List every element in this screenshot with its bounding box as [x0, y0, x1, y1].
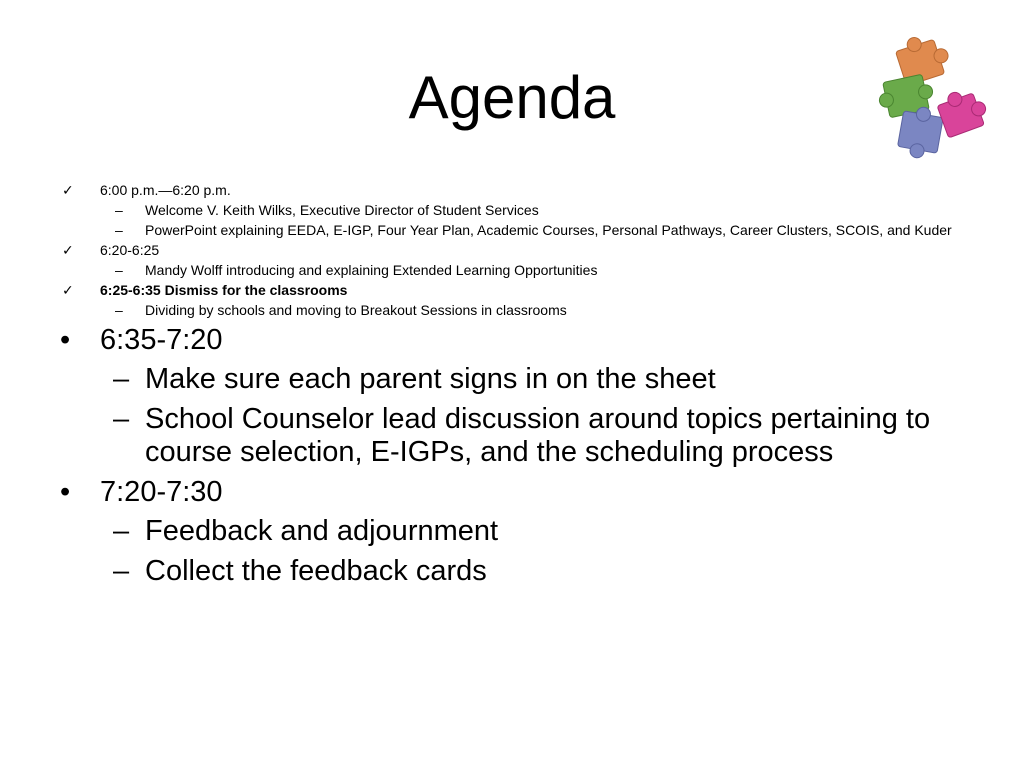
slide-title: Agenda — [408, 64, 616, 131]
agenda-time: 6:25-6:35 Dismiss for the classrooms — [100, 282, 348, 298]
agenda-subitem — [60, 262, 990, 278]
agenda-subitem-text: Welcome V. Keith Wilks, Executive Director of Student Services — [145, 202, 539, 218]
agenda-subitem — [60, 555, 945, 588]
agenda-time: 6:20-6:25 — [100, 242, 160, 258]
agenda-time: 6:35-7:20 — [100, 324, 223, 356]
agenda-subitem-text: School Counselor lead discussion around topics pertaining to course selection, E-IGPs, and the scheduling process — [145, 403, 931, 468]
agenda-subitem — [60, 515, 945, 548]
agenda-subitem — [60, 403, 945, 469]
check-icon: ✓ — [62, 282, 74, 298]
agenda-subitem-text: Dividing by schools and moving to Breakout Sessions in classrooms — [145, 302, 567, 318]
dash-icon: – — [113, 403, 130, 435]
dash-icon: – — [115, 262, 123, 278]
agenda-subitem-text: Mandy Wolff introducing and explaining Extended Learning Opportunities — [145, 262, 598, 278]
agenda-item — [60, 182, 990, 198]
check-icon: ✓ — [62, 242, 74, 258]
dash-icon: – — [115, 222, 123, 238]
agenda-item — [60, 242, 990, 258]
dash-icon: – — [115, 202, 123, 218]
agenda-subitem — [60, 363, 945, 396]
agenda-list — [60, 182, 990, 595]
agenda-item — [60, 282, 990, 298]
agenda-time: 6:00 p.m.—6:20 p.m. — [100, 182, 231, 198]
agenda-subitem — [60, 222, 990, 238]
dash-icon: – — [113, 363, 130, 395]
agenda-item — [60, 324, 990, 357]
dash-icon: – — [113, 515, 130, 547]
agenda-subitem — [60, 302, 990, 318]
bullet-icon: • — [60, 324, 71, 356]
agenda-subitem-text: Feedback and adjournment — [145, 515, 499, 547]
agenda-subitem-text: Make sure each parent signs in on the sheet — [145, 363, 716, 395]
bullet-icon: • — [60, 476, 71, 508]
agenda-subitem — [60, 202, 990, 218]
check-icon: ✓ — [62, 182, 74, 198]
agenda-subitem-text: Collect the feedback cards — [145, 555, 487, 587]
dash-icon: – — [113, 555, 130, 587]
dash-icon: – — [115, 302, 123, 318]
puzzle-pieces-icon — [878, 36, 990, 162]
agenda-time: 7:20-7:30 — [100, 476, 223, 508]
agenda-item — [60, 476, 990, 509]
agenda-subitem-text: PowerPoint explaining EEDA, E-IGP, Four Year Plan, Academic Courses, Personal Pathways, Career Clusters, SCOIS, and Kuder — [145, 222, 952, 238]
